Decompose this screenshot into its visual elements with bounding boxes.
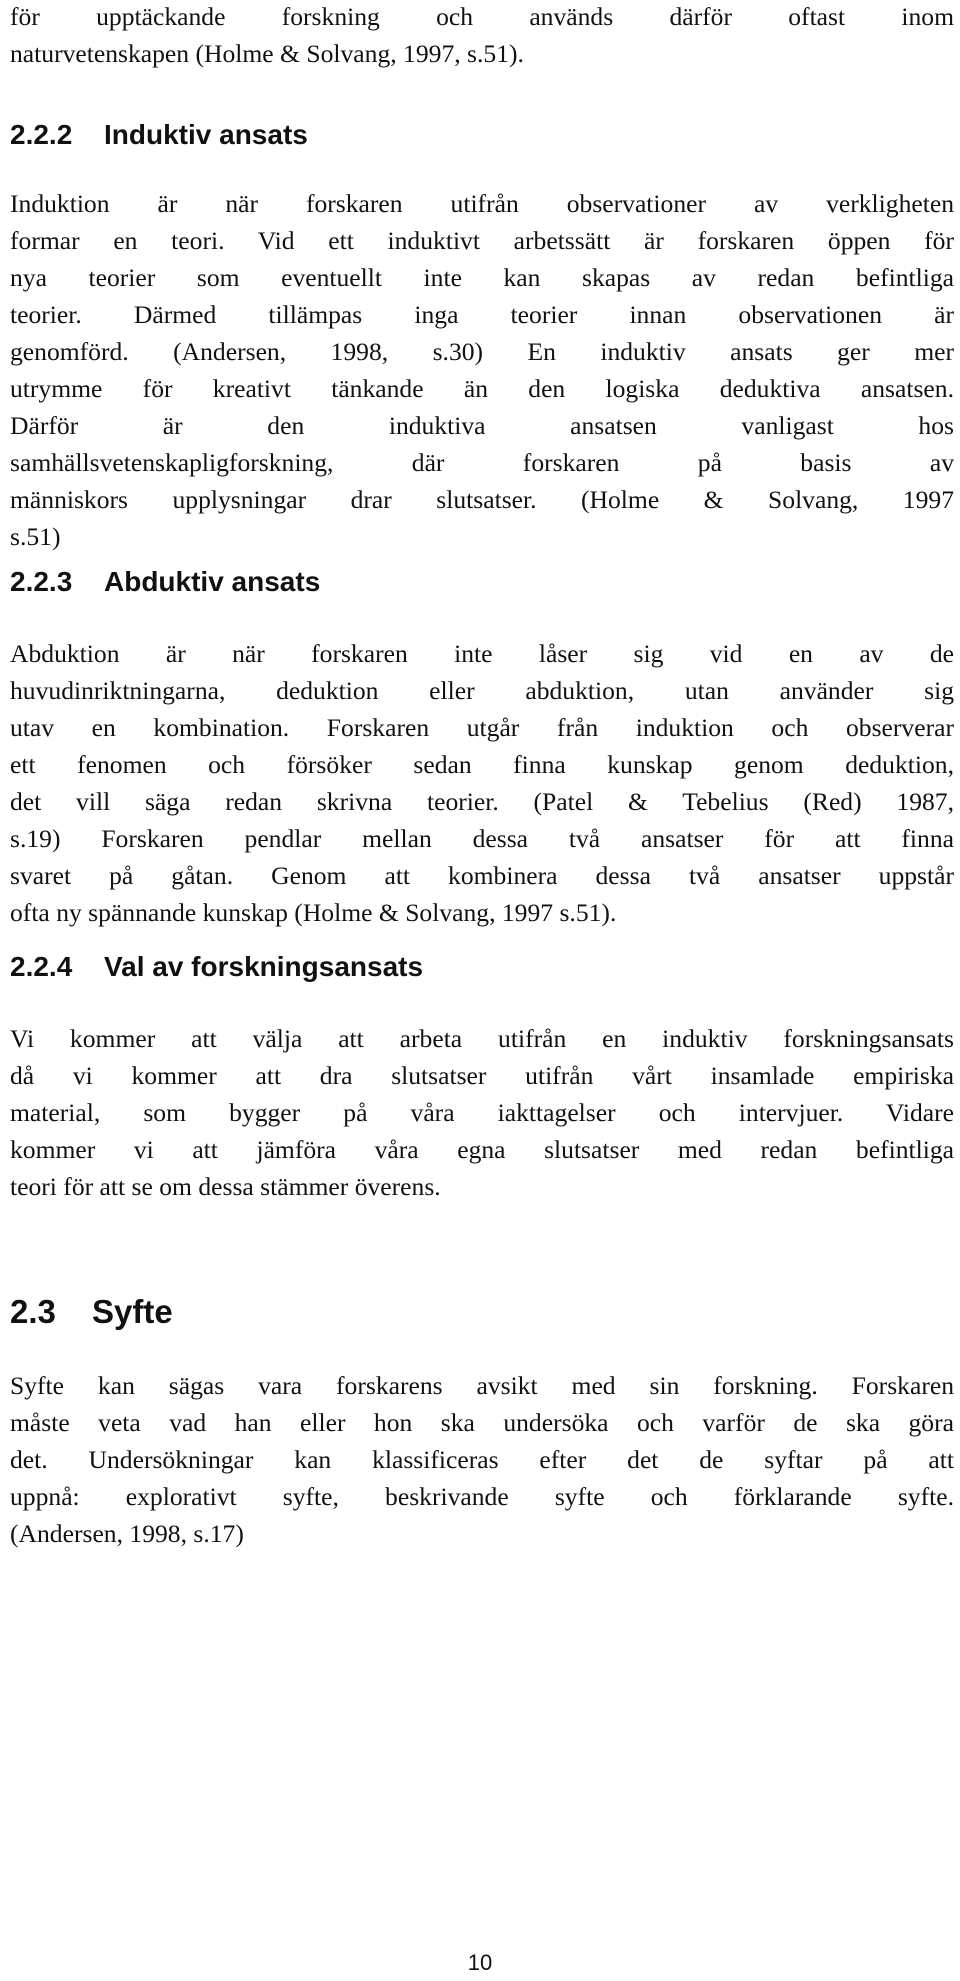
paragraph-line: Syfte kan sägas vara forskarens avsikt med sin forskning. Forskaren	[10, 1371, 954, 1400]
intro-line: naturvetenskapen (Holme & Solvang, 1997, s.51).	[10, 39, 524, 68]
paragraph-line: Induktion är när forskaren utifrån observationer av verkligheten	[10, 189, 954, 218]
paragraph-line: formar en teori. Vid ett induktivt arbetssätt är forskaren öppen för	[10, 226, 954, 255]
section-title: Induktiv ansats	[104, 119, 308, 150]
paragraph-line: det vill säga redan skrivna teorier. (Patel & Tebelius (Red) 1987,	[10, 787, 954, 816]
page-number: 10	[467, 1950, 493, 1975]
section-number: 2.2.2	[10, 119, 73, 150]
section-number: 2.2.4	[10, 951, 73, 982]
paragraph-line: ofta ny spännande kunskap (Holme & Solvang, 1997 s.51).	[10, 898, 617, 927]
paragraph-line: Därför är den induktiva ansatsen vanligast hos	[10, 411, 954, 440]
paragraph-val-av-forskningsansats	[10, 1020, 954, 1205]
paragraph-line: s.19) Forskaren pendlar mellan dessa två ansatser för att finna	[10, 824, 954, 853]
section-title: Syfte	[92, 1293, 173, 1330]
paragraph-induktiv-ansats	[10, 185, 954, 555]
paragraph-line: kommer vi att jämföra våra egna slutsatser med redan befintliga	[10, 1135, 954, 1164]
section-number: 2.3	[10, 1293, 56, 1330]
paragraph-line: nya teorier som eventuellt inte kan skapas av redan befintliga	[10, 263, 954, 292]
section-number: 2.2.3	[10, 566, 73, 597]
paragraph-line: Abduktion är när forskaren inte låser sig vid en av de	[10, 639, 954, 668]
paragraph-line: samhällsvetenskapligforskning, där forskaren på basis av	[10, 448, 954, 477]
section-heading-2-2-3	[10, 565, 320, 599]
paragraph-line: genomförd. (Andersen, 1998, s.30) En induktiv ansats ger mer	[10, 337, 954, 366]
paragraph-line: svaret på gåtan. Genom att kombinera dessa två ansatser uppstår	[10, 861, 954, 890]
paragraph-line: människors upplysningar drar slutsatser. (Holme & Solvang, 1997	[10, 485, 954, 514]
intro-paragraph	[10, 0, 954, 72]
section-heading-2-3	[10, 1292, 173, 1332]
paragraph-line: s.51)	[10, 522, 61, 551]
paragraph-line: Vi kommer att välja att arbeta utifrån en induktiv forskningsansats	[10, 1024, 954, 1053]
section-title: Val av forskningsansats	[104, 951, 424, 982]
paragraph-line: ett fenomen och försöker sedan finna kunskap genom deduktion,	[10, 750, 954, 779]
paragraph-line: teori för att se om dessa stämmer överens.	[10, 1172, 441, 1201]
section-heading-2-2-2	[10, 118, 308, 152]
paragraph-line: teorier. Därmed tillämpas inga teorier innan observationen är	[10, 300, 954, 329]
paragraph-line: material, som bygger på våra iakttagelser och intervjuer. Vidare	[10, 1098, 954, 1127]
paragraph-line: utav en kombination. Forskaren utgår från induktion och observerar	[10, 713, 954, 742]
paragraph-line: (Andersen, 1998, s.17)	[10, 1519, 244, 1548]
paragraph-line: uppnå: explorativt syfte, beskrivande syfte och förklarande syfte.	[10, 1482, 954, 1511]
paragraph-line: måste veta vad han eller hon ska undersöka och varför de ska göra	[10, 1408, 954, 1437]
intro-line: för upptäckande forskning och används därför oftast inom	[10, 2, 954, 31]
section-heading-2-2-4	[10, 950, 423, 984]
paragraph-line: huvudinriktningarna, deduktion eller abduktion, utan använder sig	[10, 676, 954, 705]
paragraph-syfte	[10, 1367, 954, 1552]
section-title: Abduktiv ansats	[104, 566, 321, 597]
paragraph-abduktiv-ansats	[10, 635, 954, 931]
paragraph-line: då vi kommer att dra slutsatser utifrån vårt insamlade empiriska	[10, 1061, 954, 1090]
paragraph-line: utrymme för kreativt tänkande än den logiska deduktiva ansatsen.	[10, 374, 954, 403]
paragraph-line: det. Undersökningar kan klassificeras efter det de syftar på att	[10, 1445, 954, 1474]
